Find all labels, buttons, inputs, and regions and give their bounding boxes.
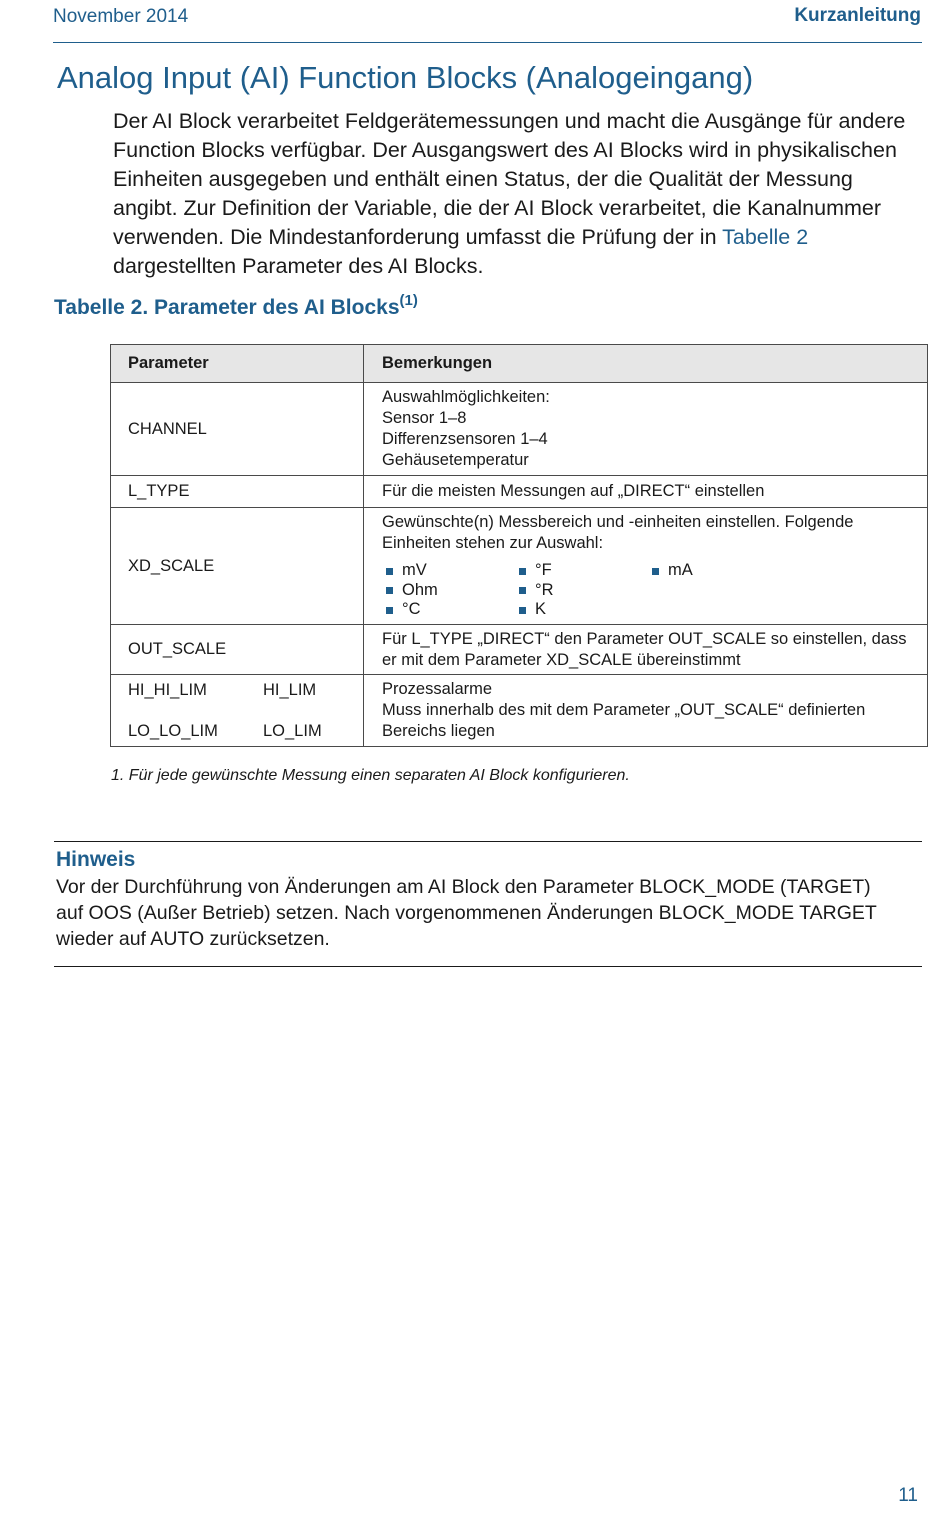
bullet-square-icon: [519, 568, 526, 575]
unit-item: [515, 561, 648, 581]
remark-channel: [364, 383, 928, 476]
note-divider-bottom: [54, 966, 922, 967]
bullet-square-icon: [386, 587, 393, 594]
header-divider: [53, 42, 922, 43]
bullet-square-icon: [386, 568, 393, 575]
unit-item: [648, 561, 781, 581]
unit-item: [382, 561, 515, 581]
note-title: Hinweis: [56, 848, 136, 871]
table-row-l-type: [111, 476, 928, 508]
remark-limits: [364, 675, 928, 747]
note-body: Vor der Durchführung von Änderungen am AI Block den Parameter BLOCK_MODE (TARGET) auf OOS (Außer Betrieb) setzen. Nach vorgenommenen Änderungen BLOCK_MODE TARGET wieder auf AUTO zurücksetzen.: [56, 876, 877, 950]
header-date: November 2014: [53, 6, 189, 27]
param-out-scale: OUT_SCALE: [111, 625, 364, 675]
note-divider-top: [54, 841, 922, 842]
unit-label: Ohm: [402, 580, 438, 599]
param-lo-lim: LO_LIM: [263, 721, 322, 740]
unit-item: [515, 600, 648, 620]
unit-label: °C: [402, 600, 421, 619]
bullet-square-icon: [652, 568, 659, 575]
column-header-remarks: Bemerkungen: [364, 345, 928, 383]
unit-label: °F: [535, 561, 552, 580]
table-row-channel: [111, 383, 928, 476]
table-footnote: 1. Für jede gewünschte Messung einen separaten AI Block konfigurieren.: [111, 767, 630, 784]
unit-list: [382, 561, 915, 620]
param-xd-scale: XD_SCALE: [111, 508, 364, 625]
unit-label: K: [535, 600, 547, 619]
unit-empty-cell: [648, 581, 781, 601]
remark-xd-scale-text: Gewünschte(n) Messbereich und -einheiten einstellen. Folgende Einheiten stehen zur Auswahl:: [382, 513, 854, 553]
unit-label: mV: [402, 561, 427, 580]
parameter-table: [110, 344, 928, 747]
table-caption-text: Tabelle 2. Parameter des AI Blocks: [54, 296, 400, 319]
remark-out-scale: Für L_TYPE „DIRECT“ den Parameter OUT_SCALE so einstellen, dass er mit dem Parameter XD_SCALE übereinstimmt: [364, 625, 928, 675]
table-caption-footnote-ref: (1): [399, 292, 418, 309]
limit-params-grid: [128, 680, 351, 742]
unit-item: [382, 600, 515, 620]
param-hi-hi-lim: HI_HI_LIM: [128, 680, 207, 699]
param-limits: [111, 675, 364, 747]
remark-l-type: Für die meisten Messungen auf „DIRECT“ einstellen: [364, 476, 928, 508]
remark-limits-line: Prozessalarme: [382, 680, 493, 698]
page-number: 11: [898, 1485, 918, 1506]
bullet-square-icon: [519, 587, 526, 594]
bullet-square-icon: [386, 607, 393, 614]
header-doc-type: Kurzanleitung: [794, 5, 921, 26]
unit-item: [382, 581, 515, 601]
table-row-out-scale: [111, 625, 928, 675]
unit-label: °R: [535, 580, 554, 599]
remark-xd-scale: [364, 508, 928, 625]
section-title: Analog Input (AI) Function Blocks (Analogeingang): [57, 60, 754, 95]
unit-item: [515, 581, 648, 601]
table-reference-link[interactable]: Tabelle 2: [722, 225, 809, 249]
param-hi-lim: HI_LIM: [263, 680, 317, 699]
table-row-xd-scale: [111, 508, 928, 625]
remark-limits-line: Muss innerhalb des mit dem Parameter „OUT_SCALE“ definierten Bereichs liegen: [382, 701, 866, 740]
bullet-square-icon: [519, 607, 526, 614]
column-header-parameter: Parameter: [111, 345, 364, 383]
intro-text-start: Der AI Block verarbeitet Feldgerätemessungen und macht die Ausgänge für andere Function Blocks verfügbar. Der Ausgangswert des AI Blocks wird in physikalischen Einheiten ausgegeben und enthält einen Status, der die Qualität der Messung angibt. Zur Definition der Variable, die der AI Block verarbeitet, die Kanalnummer verwenden. Die Mindestanforderung umfasst die Prüfung der in: [113, 109, 906, 249]
param-lo-lo-lim: LO_LO_LIM: [128, 721, 218, 740]
remark-channel-line: Sensor 1–8: [382, 409, 467, 427]
remark-channel-line: Auswahlmöglichkeiten:: [382, 388, 550, 406]
intro-text-end: dargestellten Parameter des AI Blocks.: [113, 254, 484, 278]
table-row-limits: [111, 675, 928, 747]
table-caption: [54, 292, 418, 320]
param-channel: CHANNEL: [111, 383, 364, 476]
table-header-row: [111, 345, 928, 383]
param-l-type: L_TYPE: [111, 476, 364, 508]
remark-channel-line: Differenzsensoren 1–4: [382, 430, 548, 448]
remark-channel-line: Gehäusetemperatur: [382, 451, 529, 469]
unit-label: mA: [668, 561, 693, 580]
intro-paragraph: [113, 107, 918, 281]
